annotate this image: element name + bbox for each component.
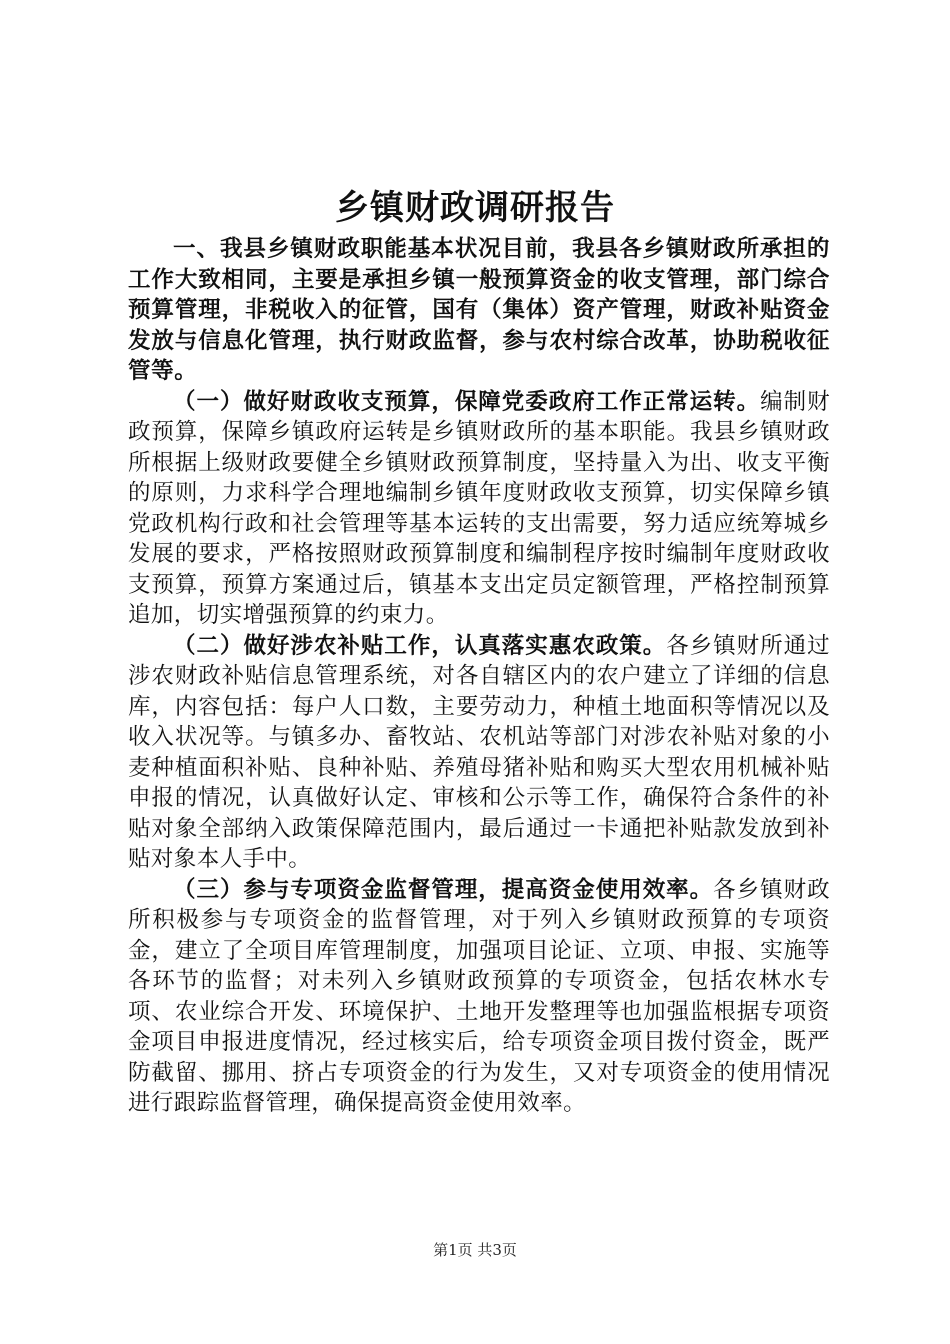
section-2-paragraph — [128, 631, 830, 875]
section-3-heading: （三）参与专项资金监督管理，提高资金使用效率。 — [173, 876, 714, 903]
document-title: 乡镇财政调研报告 — [335, 188, 615, 228]
section-2-heading: （二）做好涉农补贴工作，认真落实惠农政策。 — [173, 632, 667, 659]
section-3-paragraph — [128, 875, 830, 1119]
section-1-paragraph — [128, 387, 830, 631]
page-footer: 第1页 共3页 — [433, 1241, 517, 1259]
intro-paragraph: 一、我县乡镇财政职能基本状况目前，我县各乡镇财政所承担的工作大致相同，主要是承担乡镇一般预算资金的收支管理，部门综合预算管理，非税收入的征管，国有（集体）资产管理，财政补贴资金发放与信息化管理，执行财政监督，参与农村综合改革，协助税收征管等。 — [128, 236, 830, 384]
document-body — [128, 234, 830, 1119]
section-1-text: 编制财政预算，保障乡镇政府运转是乡镇财政所的基本职能。我县乡镇财政所根据上级财政要健全乡镇财政预算制度，坚持量入为出、收支平衡的原则，力求科学合理地编制乡镇年度财政收支预算，切实保障乡镇党政机构行政和社会管理等基本运转的支出需要，努力适应统筹城乡发展的要求，严格按照财政预算制度和编制程序按时编制年度财政收支预算，预算方案通过后，镇基本支出定员定额管理，严格控制预算追加，切实增强预算的约束力。 — [128, 388, 830, 628]
section-3-text: 各乡镇财政所积极参与专项资金的监督管理，对于列入乡镇财政预算的专项资金，建立了全项目库管理制度，加强项目论证、立项、申报、实施等各环节的监督；对未列入乡镇财政预算的专项资金，包括农林水专项、农业综合开发、环境保护、土地开发整理等也加强监根据专项资金项目申报进度情况，经过核实后，给专项资金项目拨付资金，既严防截留、挪用、挤占专项资金的行为发生，又对专项资金的使用情况进行跟踪监督管理，确保提高资金使用效率。 — [128, 876, 830, 1116]
section-1-heading: （一）做好财政收支预算，保障党委政府工作正常运转。 — [173, 388, 761, 415]
section-2-text: 各乡镇财所通过涉农财政补贴信息管理系统，对各自辖区内的农户建立了详细的信息库，内容包括：每户人口数，主要劳动力，种植土地面积等情况以及收入状况等。与镇多办、畜牧站、农机站等部门对涉农补贴对象的小麦种植面积补贴、良种补贴、养殖母猪补贴和购买大型农用机械补贴申报的情况，认真做好认定、审核和公示等工作，确保符合条件的补贴对象全部纳入政策保障范围内，最后通过一卡通把补贴款发放到补贴对象本人手中。 — [128, 632, 830, 872]
